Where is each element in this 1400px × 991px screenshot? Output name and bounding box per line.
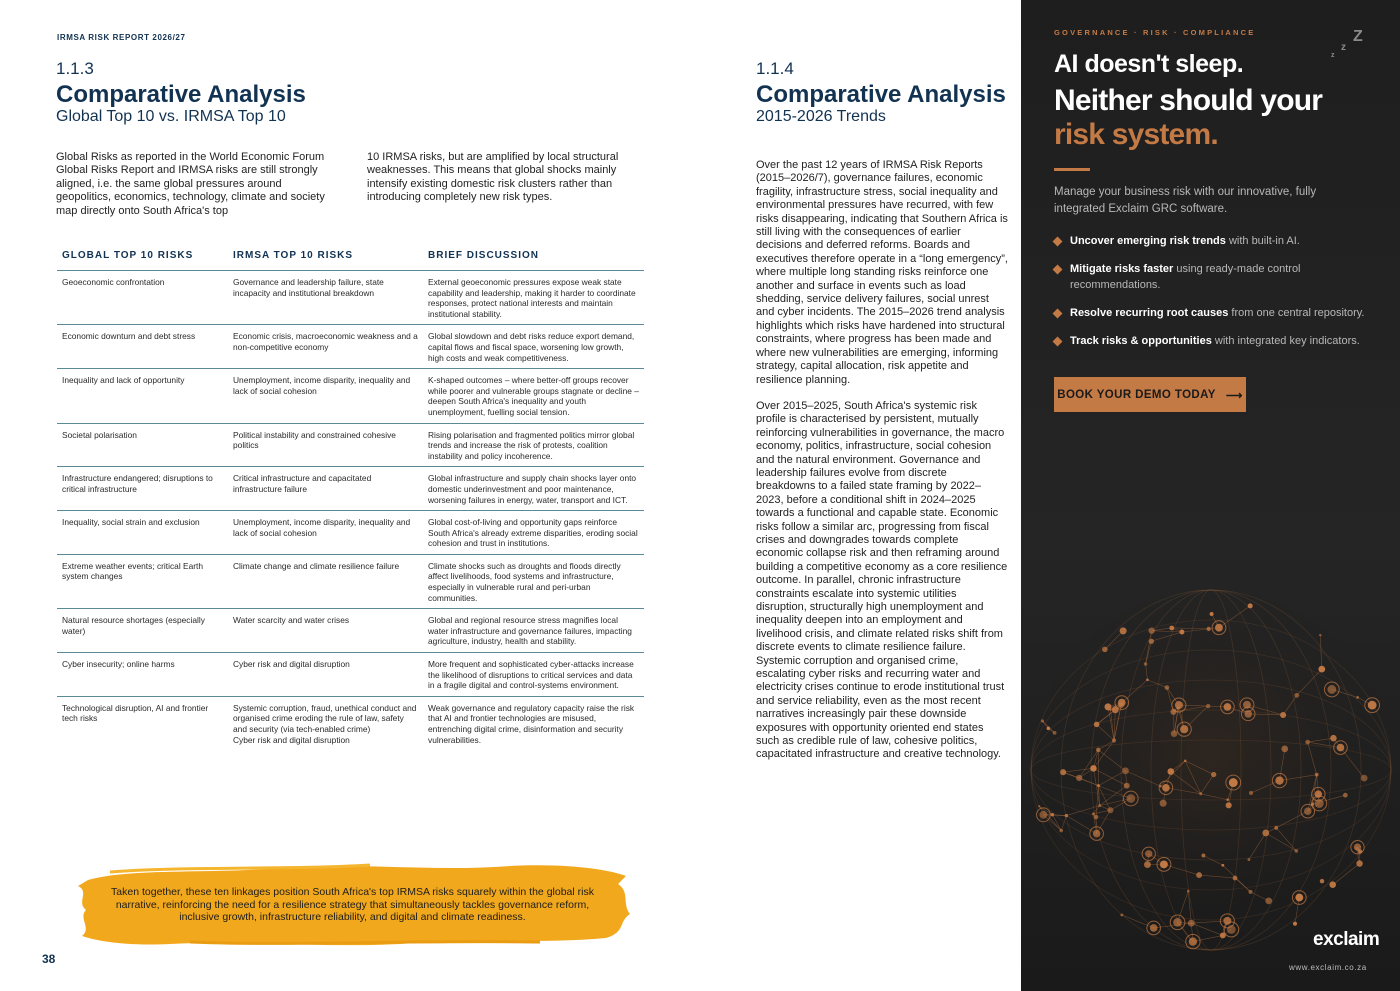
ad-headline-1: AI doesn't sleep. — [1054, 50, 1244, 78]
report-header: IRMSA RISK REPORT 2026/27 — [57, 33, 186, 42]
irmsa-risk-cell: Unemployment, income disparity, inequality and lack of social cohesion — [228, 369, 423, 423]
discussion-cell: Global and regional resource stress magnifies local water infrastructure and governance failures, impacting agriculture, industry, health and stability. — [423, 609, 644, 653]
trends-paragraph-2: Over 2015–2025, South Africa's systemic risk profile is characterised by persistent, mutually reinforcing vulnerabilities in governance, the macro economy, politics, infrastructure, social cohesion and the natural environment. Governance and leadership failures evolve from discrete breakdowns to a failed state framing by 2022–2023, before a conditional shift in 2024–2025 towards a functional and capable state. Economic risks follow a similar arc, progressing from fiscal crises and downgrades towards complete economic collapse risk and then reframing around building a competitive economy as a core resilience outcome. In parallel, chronic infrastructure constraints escalate into systemic utilities disruption, structurally high unemployment and inequality deepen into an employment and livelihood crisis, and climate related risks shift from discrete events to climate resilience failure. Systemic corruption and organised crime, escalating cyber risks and recurring water and electricity crises continue to erode institutional trust and service reliability, even as the most recent narratives increasingly pair these downside exposures with opportunity oriented end states such as credible rule of law, cohesive politics, capacitated infrastructure and creative technology. — [756, 399, 1008, 761]
discussion-cell: Weak governance and regulatory capacity raise the risk that AI and frontier technologies are misused, entrenching digital crime, disinformation and security vulnerabilities. — [428, 702, 635, 745]
global-risk-cell: Geoeconomic confrontation — [57, 271, 228, 325]
summary-callout — [70, 858, 635, 950]
table-header-row — [57, 244, 644, 271]
book-demo-label: BOOK YOUR DEMO TODAY — [1057, 388, 1216, 401]
ad-bullet: Resolve recurring root causes from one central repository. — [1054, 306, 1374, 322]
intro-column-2: 10 IRMSA risks, but are amplified by local structural weaknesses. This means that global shocks mainly intensify existing domestic risk clusters rather than introducing completely new risk types. — [367, 151, 619, 204]
irmsa-risk-cell: Political instability and constrained cohesive politics — [228, 423, 423, 467]
table-row — [57, 369, 644, 423]
diamond-bullet-icon — [1053, 337, 1063, 347]
network-globe-illustration — [1026, 555, 1396, 985]
callout-text: Taken together, these ten linkages position South Africa's top IRMSA risks squarely within the global risk narrative, reinforcing the need for a resilience strategy that simultaneously tackles governance reform, inclusive growth, infrastructure reliability, and digital and climate readiness. — [111, 886, 594, 924]
column-header-discussion: BRIEF DISCUSSION — [423, 244, 644, 271]
discussion-cell: Rising polarisation and fragmented politics mirror global trends and increase the risk of protests, coalition instability and policy incoherence. — [423, 423, 644, 467]
table-row — [57, 511, 644, 555]
diamond-bullet-icon — [1053, 265, 1063, 275]
discussion-cell: Global infrastructure and supply chain shocks layer onto domestic underinvestment and poor maintenance, worsening failures in energy, water, transport and ICT. — [423, 467, 644, 511]
intro-column-1: Global Risks as reported in the World Economic Forum Global Risks Report and IRMSA risks are still strongly aligned, i.e. the same global pressures around geopolitics, economics, technology, climate and society map directly onto South Africa's top — [56, 151, 325, 217]
column-header-irmsa: IRMSA TOP 10 RISKS — [228, 244, 423, 271]
page-number: 38 — [42, 952, 56, 966]
ad-intro: Manage your business risk with our innovative, fully integrated Exclaim GRC software. — [1054, 186, 1317, 215]
irmsa-risk-cell: Climate change and climate resilience failure — [228, 554, 423, 608]
discussion-cell: External geoeconomic pressures expose weak state capability and leadership, making it harder to coordinate responses, protect national interests and maintain institutional stability. — [423, 271, 644, 325]
irmsa-risk-cell: Governance and leadership failure, state incapacity and institutional breakdown — [228, 271, 423, 325]
table-row — [57, 325, 644, 369]
discussion-cell: Global cost-of-living and opportunity gaps reinforce South Africa's already extreme disparities, eroding social cohesion and trust in institutions. — [423, 511, 644, 555]
exclaim-advert-panel: GOVERNANCE · RISK · COMPLIANCE z z Z AI doesn't sleep. Neither should your risk system. Manage your business risk with our innovative, fully integrated Exclaim GRC software. Uncover emerging risk trends with built-in AI. Mitigate risks faster using ready-made control recommendations. Resolve recurring root causes from one central repository. Track risks & opportunities with integrated key indicators. BOOK YOUR DEMO TODAY ⟶ exclaim www.exclaim.co.za — [1021, 0, 1400, 991]
section-subtitle-2: 2015-2026 Trends — [756, 108, 886, 125]
diamond-bullet-icon — [1053, 237, 1063, 247]
irmsa-risk-cell: Unemployment, income disparity, inequality and lack of social cohesion — [228, 511, 423, 555]
exclaim-url[interactable]: www.exclaim.co.za — [1289, 963, 1367, 972]
irmsa-risk-cell: Cyber risk and digital disruption — [228, 653, 423, 697]
ad-bullet: Track risks & opportunities with integrated key indicators. — [1054, 334, 1374, 350]
discussion-cell: More frequent and sophisticated cyber-attacks increase the likelihood of disruptions to critical services and data in a fragile digital and control-systems environment. — [423, 653, 644, 697]
discussion-cell: Climate shocks such as droughts and floods directly affect livelihoods, food systems and infrastructure, especially in vulnerable rural and peri-urban communities. — [423, 554, 644, 608]
global-risk-cell: Extreme weather events; critical Earth system changes — [57, 554, 228, 608]
section-number: 1.1.3 — [56, 59, 94, 78]
table-row — [57, 467, 644, 511]
table-row — [57, 554, 644, 608]
table-row — [57, 696, 644, 750]
global-risk-cell: Technological disruption, AI and frontier tech risks — [62, 702, 209, 724]
trends-body — [756, 159, 1008, 775]
column-header-global: GLOBAL TOP 10 RISKS — [57, 244, 228, 271]
diamond-bullet-icon — [1053, 309, 1063, 319]
table-row — [57, 423, 644, 467]
global-risk-cell: Inequality, social strain and exclusion — [57, 511, 228, 555]
discussion-cell: Global slowdown and debt risks reduce export demand, capital flows and fiscal space, worsening low growth, high costs and weak competitiveness. — [423, 325, 644, 369]
ad-tagline: GOVERNANCE · RISK · COMPLIANCE — [1054, 28, 1256, 37]
global-risk-cell: Inequality and lack of opportunity — [57, 369, 228, 423]
table-row — [57, 271, 644, 325]
book-demo-button[interactable] — [1054, 377, 1246, 412]
section-title-2: Comparative Analysis — [756, 81, 1006, 108]
irmsa-risk-cell: Systemic corruption, fraud, unethical conduct and organised crime eroding the rule of law, safety and security (via tech-enabled crime) Cyber risk and digital disruption — [233, 702, 417, 745]
irmsa-risk-cell: Economic crisis, macroeconomic weakness and a non-competitive economy — [228, 325, 423, 369]
global-risk-cell: Economic downturn and debt stress — [57, 325, 228, 369]
table-row — [57, 609, 644, 653]
discussion-cell: K-shaped outcomes – where better-off groups recover while poorer and vulnerable groups stagnate or decline – deepen South Africa's inequality and youth unemployment, fuelling social tension. — [423, 369, 644, 423]
arrow-right-icon: ⟶ — [1225, 389, 1243, 402]
section-number-2: 1.1.4 — [756, 59, 794, 78]
irmsa-risk-cell: Critical infrastructure and capacitated infrastructure failure — [228, 467, 423, 511]
global-risk-cell: Cyber insecurity; online harms — [57, 653, 228, 697]
ad-bullet: Uncover emerging risk trends with built-in AI. — [1054, 234, 1374, 250]
global-risk-cell: Societal polarisation — [57, 423, 228, 467]
ad-accent-rule — [1054, 168, 1090, 171]
global-risk-cell: Infrastructure endangered; disruptions to critical infrastructure — [57, 467, 228, 511]
section-title: Comparative Analysis — [56, 81, 306, 108]
ad-headline-3: risk system. — [1054, 118, 1218, 151]
trends-paragraph-1: Over the past 12 years of IRMSA Risk Reports (2015–2026/7), governance failures, economic fragility, infrastructure stress, social inequality and environmental pressures have recurred, with few risks disappearing, indicating that Southern Africa is still living with the consequences of earlier decisions and deferred reforms. Boards and executives therefore operate in a “long emergency”, where multiple long standing risks reinforce one another and surface in events such as load shedding, service delivery failures, social unrest and cyber incidents. The 2015–2026 trend analysis highlights which risks have hardened into structural constraints, where progress has been made and where new vulnerabilities are emerging, informing strategy, capital allocation, risk appetite and resilience planning. — [756, 159, 1008, 386]
exclaim-logo: exclaim — [1313, 929, 1380, 950]
section-subtitle: Global Top 10 vs. IRMSA Top 10 — [56, 108, 286, 125]
global-risk-cell: Natural resource shortages (especially water) — [57, 609, 228, 653]
ad-bullet: Mitigate risks faster using ready-made control recommendations. — [1054, 262, 1374, 293]
ad-headline-2: Neither should your — [1054, 84, 1323, 117]
risk-comparison-table — [57, 244, 644, 750]
table-body — [57, 271, 644, 751]
irmsa-risk-cell: Water scarcity and water crises — [228, 609, 423, 653]
table-row — [57, 653, 644, 697]
